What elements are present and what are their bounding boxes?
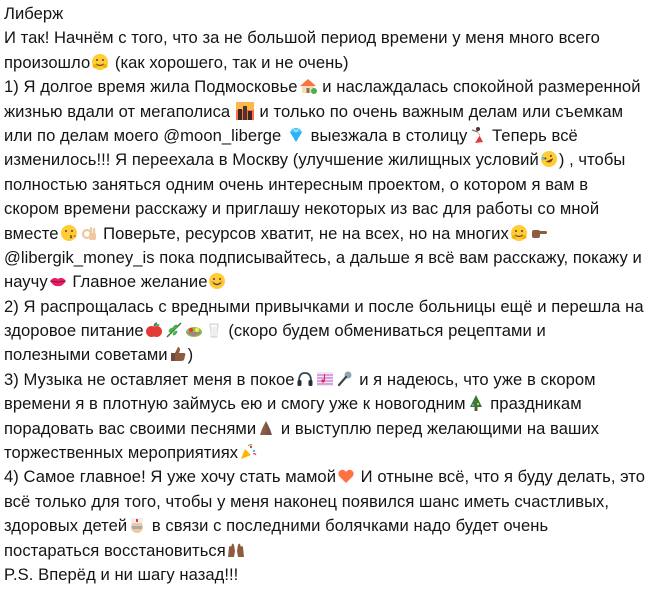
post-line — [4, 270, 666, 294]
post-text-segment: постараться восстановиться — [4, 540, 226, 560]
herb-icon — [165, 321, 183, 339]
post-line — [4, 319, 666, 343]
post-line — [4, 343, 666, 367]
post-line — [4, 222, 666, 246]
hugging-face-icon — [510, 224, 528, 242]
post-text-segment: здоровых детей — [4, 516, 128, 536]
microphone-icon — [336, 370, 354, 388]
dancer-icon — [468, 126, 486, 144]
gem-icon — [287, 126, 305, 144]
post-text-segment: выезжала в столицу — [306, 125, 468, 145]
pray-icon — [257, 419, 275, 437]
house-icon — [299, 77, 317, 95]
post-line — [4, 246, 666, 270]
lips-icon — [49, 272, 67, 290]
post-text-segment: 2) Я распрощалась с вредными привычками и после больницы ещё и перешла на — [4, 296, 644, 316]
post-line — [4, 392, 666, 416]
post-text-segment: и я надеюсь, что уже в скором — [354, 369, 596, 389]
post-line — [4, 26, 666, 50]
post-text-segment: времени я в плотную займусь ею и смогу уже к новогодним — [4, 394, 466, 414]
kiss-wink-icon — [60, 224, 78, 242]
post-text-segment: (как хорошего, так и не очень) — [110, 52, 349, 72]
post-text-segment: и выступлю перед желающими на ваших — [276, 418, 600, 438]
post-text-segment: изменилось!!! Я переехала в Москву (улучшение жилищных условий — [4, 150, 539, 170]
post-text-segment: всё только для того, чтобы у меня наконец появился шанс иметь счастливых, — [4, 491, 610, 511]
post-text-segment: ) — [187, 345, 194, 365]
ok-hand-icon — [80, 224, 98, 242]
post-text-segment: или по делам моего @moon_liberge — [4, 125, 286, 145]
milk-icon — [205, 321, 223, 339]
heart-icon — [337, 467, 355, 485]
rofl-icon — [540, 150, 558, 168]
post-text — [4, 2, 666, 587]
post-text-segment: 4) Самое главное! Я уже хочу стать мамой — [4, 467, 337, 487]
post-line — [4, 514, 666, 538]
post-line — [4, 368, 666, 392]
smile-icon — [208, 272, 226, 290]
post-text-segment: здоровое питание — [4, 321, 144, 341]
post-text-segment: полезными советами — [4, 345, 168, 365]
post-text-segment: скором времени расскажу и приглашу некоторых из вас для работы со мной — [4, 199, 600, 219]
post-line — [4, 539, 666, 563]
post-text-segment: 1) Я долгое время жила Подмосковье — [4, 77, 298, 97]
post-text-segment: порадовать вас своими песнями — [4, 418, 257, 438]
post-text-segment: жизнью вдали от мегаполиса — [4, 101, 235, 121]
point-right-icon — [530, 224, 548, 242]
post-line — [4, 148, 666, 172]
party-popper-icon — [239, 443, 257, 461]
post-line — [4, 100, 666, 124]
post-text-segment: Теперь всё — [487, 125, 578, 145]
post-text-segment: научу — [4, 272, 48, 292]
post-text-segment: И отныне всё, что я буду делать, это — [356, 467, 646, 487]
post-line — [4, 465, 666, 489]
post-text-segment: и наслаждалась спокойной размеренной — [317, 77, 641, 97]
raised-hands-icon — [227, 541, 245, 559]
post-line — [4, 75, 666, 99]
christmas-tree-icon — [467, 394, 485, 412]
post-text-segment: И так! Начнём с того, что за не большой период времени у меня много всего — [4, 28, 600, 48]
post-text-segment: ) , чтобы — [558, 150, 626, 170]
post-line — [4, 124, 666, 148]
post-line — [4, 417, 666, 441]
salad-icon — [185, 321, 203, 339]
post-text-segment: Главное желание — [67, 272, 208, 292]
apple-icon — [145, 321, 163, 339]
post-text-segment: 3) Музыка не оставляет меня в покое — [4, 369, 295, 389]
post-text-segment: вместе — [4, 223, 59, 243]
post-text-segment: полностью заняться одним очень интересным проектом, о котором я вам в — [4, 174, 589, 194]
hugging-face-icon — [91, 53, 109, 71]
post-line — [4, 490, 666, 514]
post-text-segment: и только по очень важным делам или съемкам — [254, 101, 624, 121]
post-text-segment: праздникам — [485, 394, 582, 414]
post-text-segment: (скоро будем обмениваться рецептами и — [223, 321, 546, 341]
city-dusk-icon — [236, 102, 254, 120]
post-line — [4, 197, 666, 221]
post-line — [4, 295, 666, 319]
post-text-segment: произошло — [4, 52, 91, 72]
doctor-icon — [128, 516, 146, 534]
post-line — [4, 563, 666, 587]
headphones-icon — [296, 370, 314, 388]
post-text-segment: P.S. Вперёд и ни шагу назад!!! — [4, 564, 239, 584]
post-line — [4, 173, 666, 197]
music-score-icon — [316, 370, 334, 388]
thumbs-up-icon — [169, 345, 187, 363]
post-line — [4, 441, 666, 465]
post-text-segment: @libergik_money_is пока подписывайтесь, а дальше я всё вам расскажу, покажу и — [4, 247, 642, 267]
post-text-segment: торжественных мероприятиях — [4, 443, 239, 463]
post-author: Либерж — [4, 4, 64, 23]
post-text-segment: Поверьте, ресурсов хватит, не на всех, но на многих — [98, 223, 509, 243]
post-line — [4, 51, 666, 75]
post-text-segment: в связи с последними болячками надо будет очень — [147, 516, 549, 536]
